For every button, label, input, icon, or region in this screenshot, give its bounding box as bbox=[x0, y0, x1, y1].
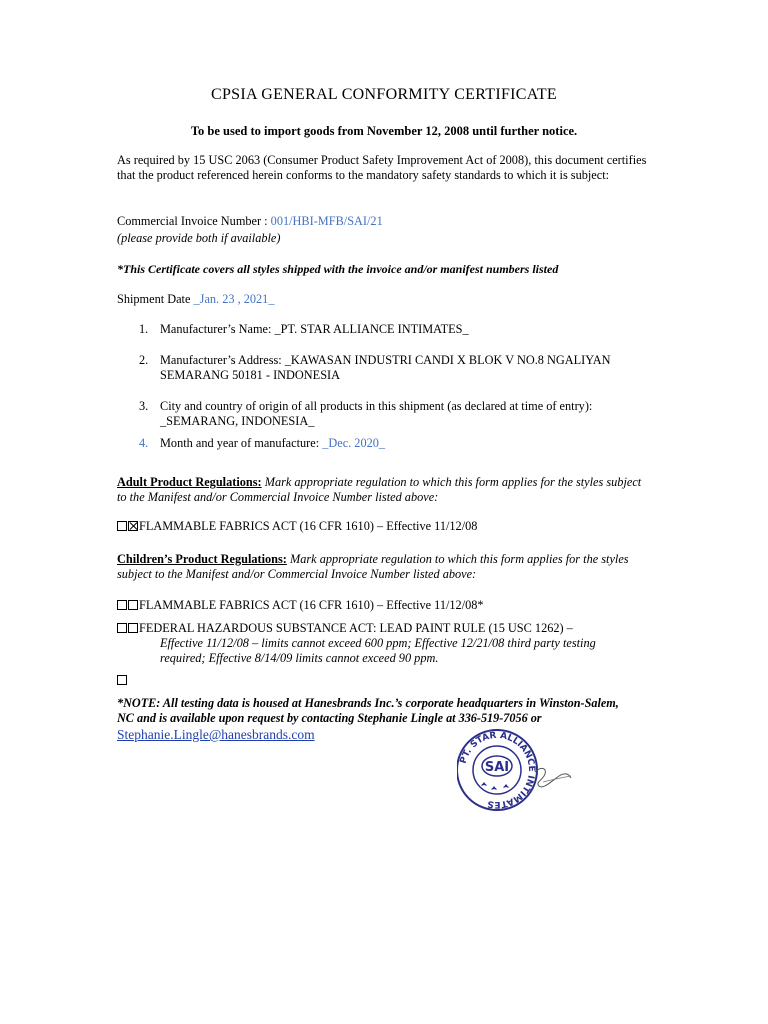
contact-email-link[interactable]: Stephanie.Lingle@hanesbrands.com bbox=[117, 727, 315, 742]
invoice-note: (please provide both if available) bbox=[117, 231, 281, 245]
children-reg-flammable bbox=[117, 598, 484, 613]
seal-ring-text: PT. STAR ALLIANCE INTIMATES bbox=[458, 730, 537, 810]
invoice-line bbox=[117, 214, 652, 229]
adult-reg-flammable-label: FLAMMABLE FABRICS ACT (16 CFR 1610) – Effective 11/12/08 bbox=[139, 519, 478, 533]
adult-reg-flammable bbox=[117, 519, 477, 534]
company-seal-stamp bbox=[457, 724, 579, 814]
page-title: CPSIA GENERAL CONFORMITY CERTIFICATE bbox=[210, 86, 557, 103]
shipment-label: Shipment Date bbox=[117, 292, 194, 306]
adult-regulations-instruction: Mark appropriate regulation to which this form applies for the styles subject to the Manifest and/or Commercial Invoice Number listed above: bbox=[117, 475, 642, 504]
item-label-2: Manufacturer’s Address: bbox=[160, 353, 285, 367]
coverage-note: *This Certificate covers all styles shipped with the invoice and/or manifest numbers listed bbox=[117, 262, 559, 276]
item-number-2: 2. bbox=[139, 353, 149, 367]
invoice-number: 001/HBI-MFB/SAI/21 bbox=[270, 214, 383, 228]
shipment-date: _Jan. 23 , 2021_ bbox=[193, 292, 275, 306]
adult-regulations-heading: Adult Product Regulations: bbox=[117, 475, 262, 489]
children-regulations-section bbox=[117, 552, 645, 582]
item-value-4: _Dec. 2020_ bbox=[322, 436, 386, 450]
children-reg-lead-paint-label: FEDERAL HAZARDOUS SUBSTANCE ACT: LEAD PAINT RULE (15 USC 1262) – bbox=[139, 621, 573, 635]
checkbox-unchecked[interactable] bbox=[117, 521, 127, 531]
blank-reg-row bbox=[117, 673, 128, 688]
item-number-4: 4. bbox=[139, 436, 149, 450]
checkbox-unchecked[interactable] bbox=[117, 675, 127, 685]
checkbox-unchecked[interactable] bbox=[117, 600, 127, 610]
invoice-label: Commercial Invoice Number : bbox=[117, 214, 271, 228]
adult-regulations-section bbox=[117, 475, 647, 505]
checkbox-unchecked[interactable] bbox=[117, 623, 127, 633]
item-value-2: _KAWASAN INDUSTRI CANDI X BLOK V NO.8 NGALIYAN SEMARANG 50181 - INDONESIA bbox=[160, 353, 611, 382]
page-subtitle: To be used to import goods from November 12, 2008 until further notice. bbox=[190, 124, 578, 138]
lead-paint-detail: Effective 11/12/08 – limits cannot exceed 600 ppm; Effective 12/21/08 third party testing required; Effective 8/14/09 limits cannot exceed 90 ppm. bbox=[160, 636, 596, 665]
children-reg-lead-paint bbox=[117, 621, 573, 636]
item-value-3: _SEMARANG, INDONESIA_ bbox=[160, 414, 315, 428]
item-value-1: _PT. STAR ALLIANCE INTIMATES_ bbox=[274, 322, 469, 336]
children-regulations-instruction: Mark appropriate regulation to which this form applies for the styles subject to the Manifest and/or Commercial Invoice Number listed above: bbox=[117, 552, 629, 581]
checkbox-checked[interactable] bbox=[128, 521, 138, 531]
item-number-1: 1. bbox=[139, 322, 149, 336]
seal-center-text: SAI bbox=[484, 760, 510, 775]
manufacturer-address bbox=[160, 353, 652, 383]
children-reg-flammable-label: FLAMMABLE FABRICS ACT (16 CFR 1610) – Effective 11/12/08* bbox=[139, 598, 484, 612]
manufacture-date bbox=[160, 436, 660, 451]
manufacturer-name bbox=[160, 322, 660, 337]
children-regulations-heading: Children’s Product Regulations: bbox=[117, 552, 287, 566]
intro-paragraph: As required by 15 USC 2063 (Consumer Product Safety Improvement Act of 2008), this document certifies that the product referenced herein conforms to the mandatory safety standards to which it is subject: bbox=[117, 153, 647, 182]
shipment-line bbox=[117, 292, 652, 307]
item-number-3: 3. bbox=[139, 399, 149, 413]
testing-note: *NOTE: All testing data is housed at Hanesbrands Inc.’s corporate headquarters in Winston-Salem, NC and is available upon request by contacting Stephanie Lingle at 336-519-7056 or bbox=[117, 696, 619, 725]
item-label-4: Month and year of manufacture: bbox=[160, 436, 323, 450]
checkbox-unchecked[interactable] bbox=[128, 623, 138, 633]
checkbox-unchecked[interactable] bbox=[128, 600, 138, 610]
origin-city-country bbox=[160, 399, 640, 429]
item-label-1: Manufacturer’s Name: bbox=[160, 322, 275, 336]
item-label-3: City and country of origin of all products in this shipment (as declared at time of entry): bbox=[160, 399, 593, 413]
